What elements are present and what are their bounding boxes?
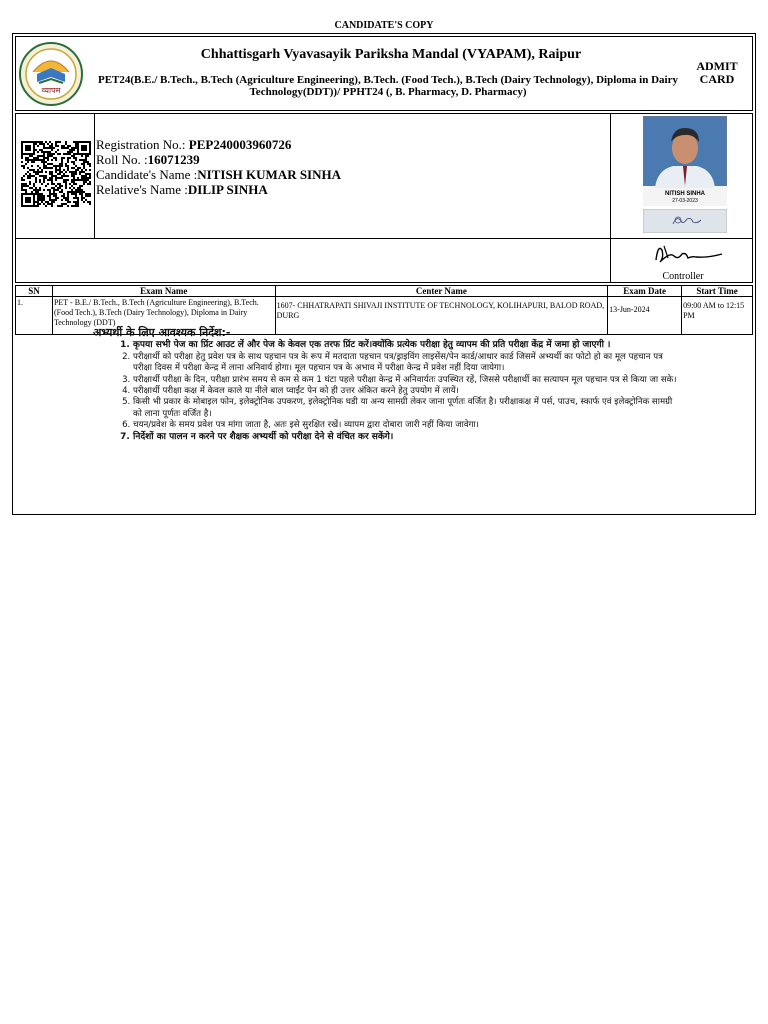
header-center-name: Center Name: [275, 286, 608, 297]
instruction-item: 4. परीक्षार्थी परीक्षा कक्ष में केवल काले या नीले बाल प्वाईंट पेन को ही उत्तर अंकित करने हेतु उपयोग में लायें।: [133, 386, 683, 397]
candidate-section: [15, 113, 753, 283]
vyapam-logo-icon: [19, 42, 83, 106]
header-exam-name: Exam Name: [52, 286, 275, 297]
cell-center-name: 1607- CHHATRAPATI SHIVAJI INSTITUTE OF TECHNOLOGY, KOLIHAPURI, BALOD ROAD, DURG: [275, 297, 608, 335]
org-title: Chhattisgarh Vyavasayik Pariksha Mandal (VYAPAM), Raipur: [200, 47, 582, 62]
cell-exam-date: 13-Jun-2024: [608, 297, 682, 335]
copy-label: CANDIDATE'S COPY: [334, 20, 434, 31]
divider: [16, 238, 752, 239]
cell-start-time: 09:00 AM to 12:15 PM: [682, 297, 753, 335]
relative-name: DILIP SINHA: [187, 182, 268, 197]
header-exam-date: Exam Date: [608, 286, 682, 297]
svg-text:व्यापम: व्यापम: [41, 86, 61, 95]
instructions-title: अभ्यर्थी के लिए आवश्यक निर्देश:-: [93, 326, 231, 339]
cell-exam-name: PET - B.E./ B.Tech., B.Tech (Agriculture Engineering), B.Tech. (Food Tech.), B.Tech (Dairy Technology), Diploma in Dairy Technology (DDT): [52, 297, 275, 335]
relative-label: Relative's Name :: [96, 182, 188, 197]
candidate-signature-icon: [643, 209, 727, 233]
header-start-time: Start Time: [682, 286, 753, 297]
cell-sn: 1.: [16, 297, 53, 335]
registration-number: PEP240003960726: [188, 137, 292, 152]
exam-list-title: PET24(B.E./ B.Tech., B.Tech (Agriculture Engineering), B.Tech. (Food Tech.), B.Tech (Dairy Technology), Diploma in Dairy Technology(DDT))/ PPHT24 (, B. Pharmacy, D. Pharmacy): [98, 74, 678, 98]
candidate-photo: [643, 116, 727, 206]
instruction-item: 2. परीक्षार्थी को परीक्षा हेतु प्रवेश पत्र के साथ पहचान पत्र के रूप में मतदाता पहचान पत्र/ड्राइविंग लाइसेंस/पेन कार्ड/आधार कार्ड जिसमें अभ्यर्थी का फोटो हो का मूल पहचान पत्र परीक्षा दिवस में परीक्षा केन्द्र में लाना अनिवार्य होगा। मूल पहचान पत्र के अभाव में परीक्षा केन्द्र में प्रवेश नहीं दिया जायेगा।: [133, 352, 683, 375]
controller-signature-icon: [646, 240, 726, 266]
admit-label-line2: CARD: [699, 72, 735, 86]
instructions: [93, 327, 683, 443]
roll-row: [96, 152, 341, 167]
candidate-name: NITISH KUMAR SINHA: [197, 167, 342, 182]
registration-label: Registration No.:: [96, 137, 189, 152]
table-header-row: [16, 286, 753, 297]
header-sn: SN: [16, 286, 53, 297]
instruction-item: 3. परीक्षार्थी परीक्षा के दिन, परीक्षा प्रारंभ समय से कम से कम 1 घंटा पहले परीक्षा केन्द्र में अनिवार्यतः उपस्थित रहें, जिससे परीक्षार्थी का सत्यापन मूल पहचान पत्र से किया जा सके।: [133, 375, 683, 386]
candidate-info: [96, 137, 341, 197]
instructions-list: [93, 340, 683, 443]
admit-card-label: [692, 60, 742, 86]
divider: [610, 114, 611, 282]
name-row: [96, 167, 341, 182]
instruction-item: 5. किसी भी प्रकार के मोबाइल फोन, इलेक्ट्रोनिक उपकरण, इलेक्ट्रोनिक घडी या अन्य सामग्री लेकर जाना पूर्णतः वर्जित है। परीक्षाकक्ष में पर्स, पाउच, स्कार्फ एवं इलेक्ट्रोनिक सामग्री को लाना पूर्णतः वर्जित है।: [133, 397, 683, 420]
name-label: Candidate's Name :: [96, 167, 198, 182]
qr-code-icon: [21, 141, 91, 207]
instruction-item: 6. चयन/प्रवेश के समय प्रवेश पत्र मांगा जाता है, अतः इसे सुरक्षित रखें। व्यापम द्वारा दोबारा जारी नहीं किया जावेगा।: [133, 420, 683, 431]
roll-number: 16071239: [147, 152, 200, 167]
admit-label-line1: ADMIT: [696, 59, 738, 73]
controller-label: Controller: [662, 271, 704, 282]
admit-card: [12, 33, 756, 515]
svg-text:NITISH SINHA: NITISH SINHA: [664, 191, 706, 197]
instruction-item: 1. कृपया सभी पेज का प्रिंट आउट लें और पेज के केवल एक तरफ प्रिंट करें।क्योंकि प्रत्येक परीक्षा हेतु व्यापम की प्रति परीक्षा केंद्र में जमा हो जाएगी ।: [133, 340, 683, 351]
header-section: [15, 36, 753, 111]
divider: [94, 114, 95, 238]
instruction-item: 7. निर्देशों का पालन न करने पर शैक्षक अभ्यर्थी को परीक्षा देने से वंचित कर सकेंगे।: [133, 432, 683, 443]
roll-label: Roll No. :: [96, 152, 148, 167]
svg-text:27-03-2023: 27-03-2023: [672, 198, 698, 204]
registration-row: [96, 137, 341, 152]
relative-row: [96, 182, 341, 197]
